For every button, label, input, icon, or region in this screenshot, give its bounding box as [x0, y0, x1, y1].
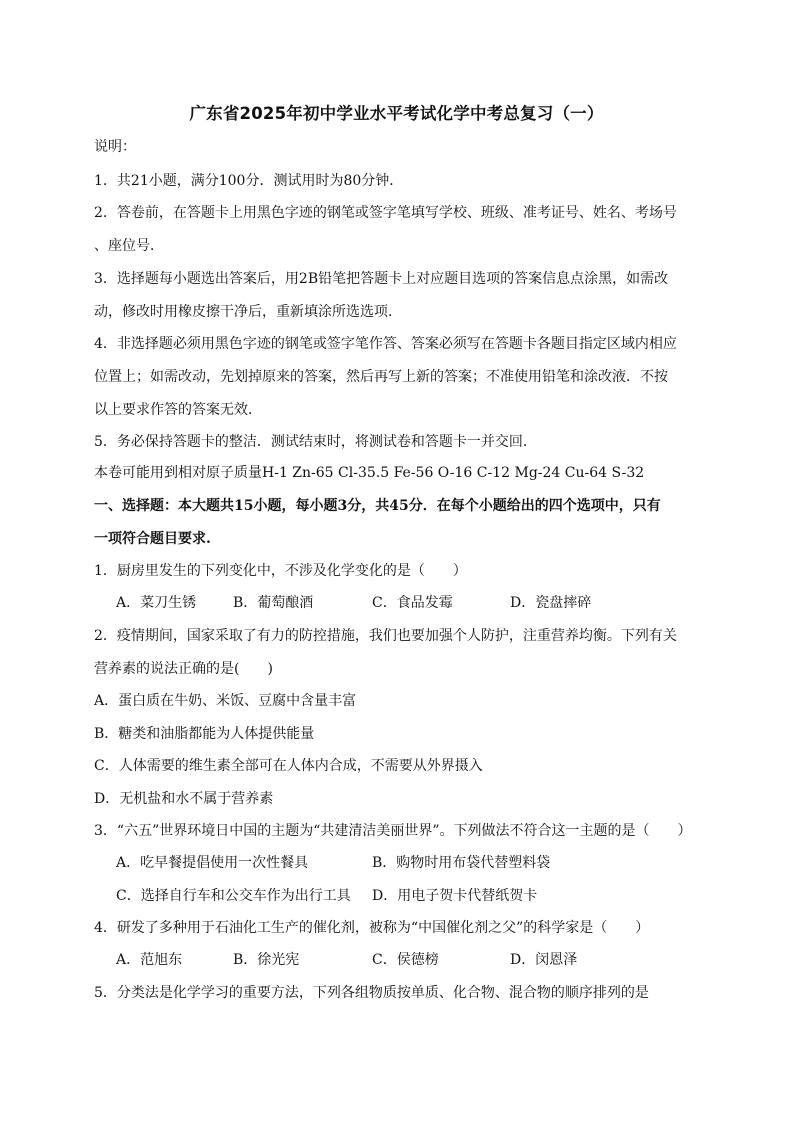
question-4-stem: 4．研发了多种用于石油化工生产的催化剂，被称为“中国催化剂之父”的科学家是（ ）	[94, 920, 650, 936]
section-heading: 一、选择题：本大题共15小题，每小题3分，共45分．在每个小题给出的四个选项中，只有	[94, 498, 661, 514]
instruction-line: 以上要求作答的答案无效．	[94, 402, 262, 418]
q2-option-c: C．人体需要的维生素全部可在人体内合成，不需要从外界摄入	[94, 758, 483, 774]
q4-option-a: A．范旭东	[116, 952, 183, 968]
q2-option-b: B．糖类和油脂都能为人体提供能量	[94, 726, 315, 742]
q4-option-c: C．侯德榜	[372, 952, 439, 968]
q3-option-d: D．用电子贺卡代替纸贺卡	[372, 888, 538, 904]
q3-option-a: A．吃早餐提倡使用一次性餐具	[116, 855, 309, 871]
q3-option-b: B．购物时用布袋代替塑料袋	[372, 855, 551, 871]
q1-option-c: C．食品发霉	[372, 595, 453, 611]
section-heading-cont: 一项符合题目要求.	[94, 531, 211, 547]
instruction-line: 1．共21小题，满分100分．测试用时为80分钟．	[94, 173, 404, 189]
instruction-line: 2．答卷前，在答题卡上用黑色字迹的钢笔或签字笔填写学校、班级、准考证号、姓名、考场号	[94, 205, 677, 221]
q4-option-b: B．徐光宪	[233, 952, 300, 968]
q2-option-d: D．无机盐和水不属于营养素	[94, 791, 274, 807]
instructions-heading: 说明：	[94, 139, 136, 155]
q2-option-a: A．蛋白质在牛奶、米饭、豆腐中含量丰富	[94, 693, 357, 709]
q1-option-d: D．瓷盘摔碎	[510, 595, 592, 611]
question-2-stem: 2．疫情期间，国家采取了有力的防控措施，我们也要加强个人防护，注重营养均衡。下列有关	[94, 628, 677, 644]
q1-option-b: B．葡萄酿酒	[233, 595, 314, 611]
q4-option-d: D．闵恩泽	[510, 952, 578, 968]
instruction-line: 5．务必保持答题卡的整洁．测试结束时，将测试卷和答题卡一并交回．	[94, 434, 537, 450]
question-3-stem: 3．“六五”世界环境日中国的主题为“共建清洁美丽世界”。下列做法不符合这一主题的是（ ）	[94, 823, 692, 839]
q3-option-c: C．选择自行车和公交车作为出行工具	[116, 888, 351, 904]
instruction-line: 4．非选择题必须用黑色字迹的钢笔或签字笔作答、答案必须写在答题卡各题目指定区域内相应	[94, 336, 677, 352]
instruction-line: 3．选择题每小题选出答案后，用2B铅笔把答题卡上对应题目选项的答案信息点涂黑，如需改	[94, 271, 669, 287]
atomic-masses: 本卷可能用到相对原子质量H-1 Zn-65 Cl-35.5 Fe-56 O-16 C-12 Mg-24 Cu-64 S-32	[94, 465, 645, 481]
question-2-stem-cont: 营养素的说法正确的是( )	[94, 661, 273, 677]
instruction-line: 动，修改时用橡皮擦干净后，重新填涂所选选项．	[94, 304, 402, 320]
exam-title: 广东省2025年初中学业水平考试化学中考总复习（一）	[189, 104, 604, 123]
question-1-stem: 1．厨房里发生的下列变化中，不涉及化学变化的是（ ）	[94, 563, 467, 579]
instruction-line: 、座位号．	[94, 238, 164, 254]
q1-option-a: A．菜刀生锈	[116, 595, 197, 611]
instruction-line: 位置上；如需改动，先划掉原来的答案，然后再写上新的答案；不准使用铅笔和涂改液．不按	[94, 369, 668, 385]
question-5-stem: 5．分类法是化学学习的重要方法，下列各组物质按单质、化合物、混合物的顺序排列的是	[94, 985, 649, 1001]
